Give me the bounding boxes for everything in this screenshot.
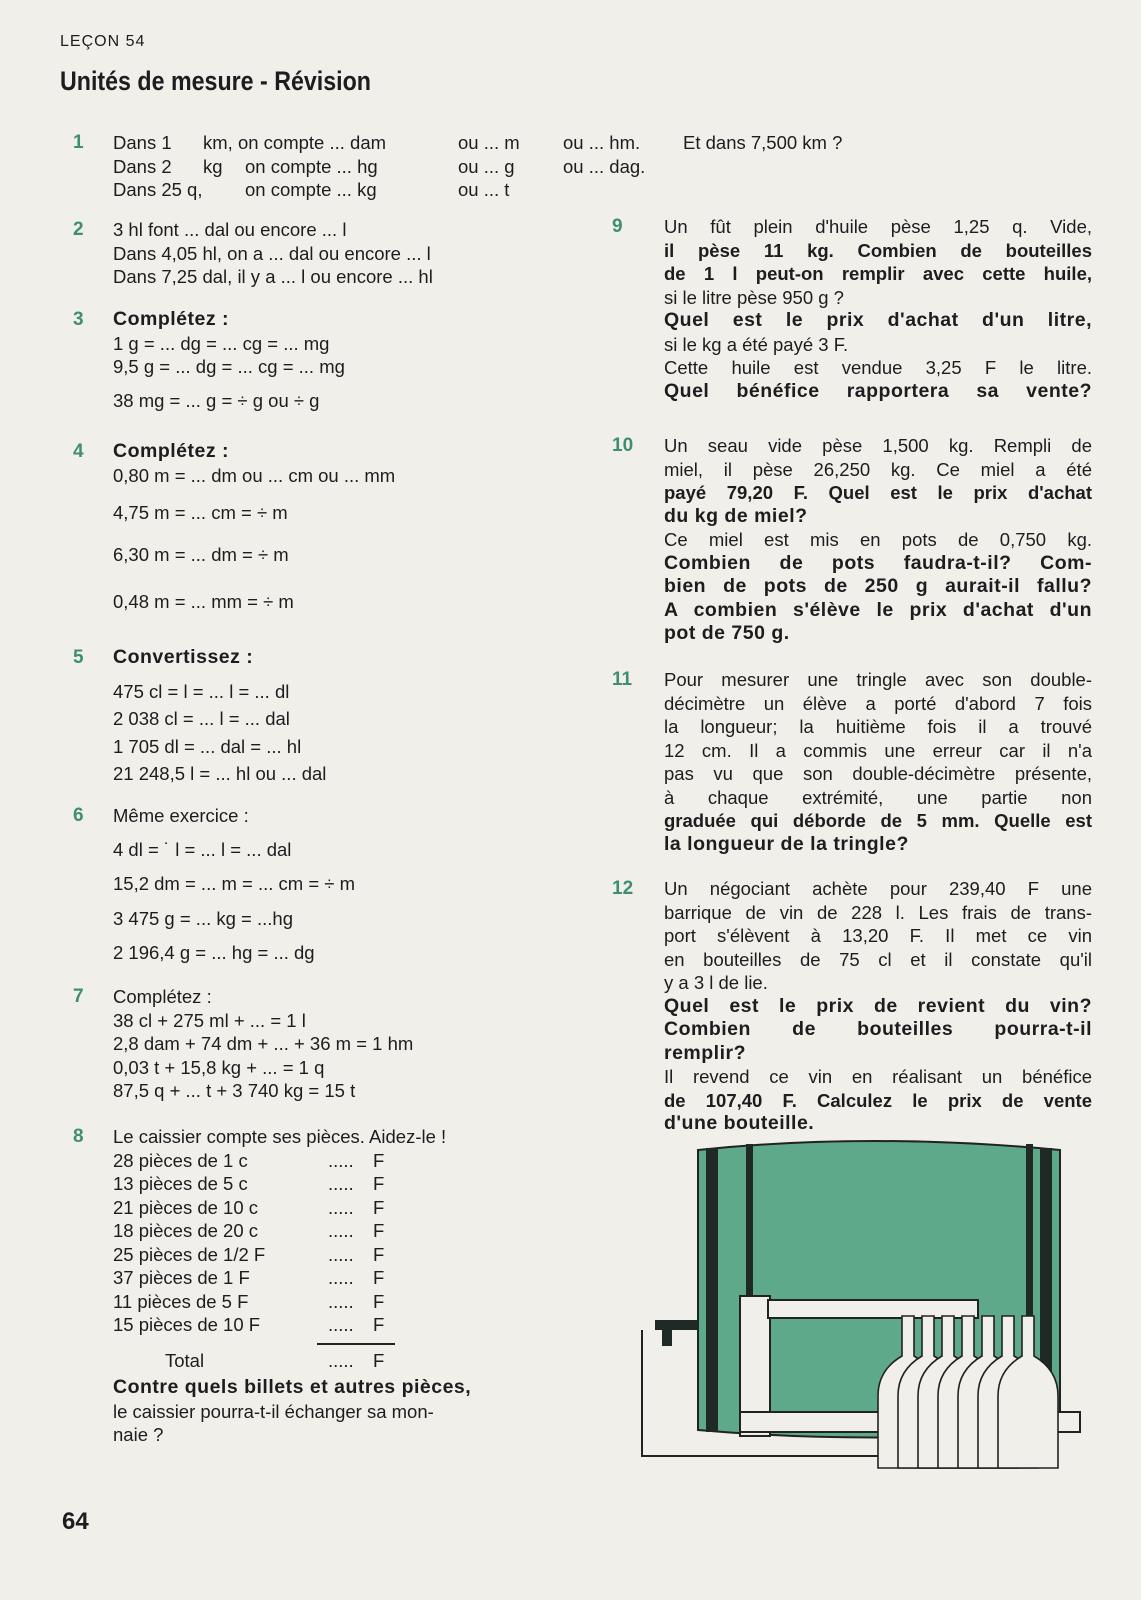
exercise-number: 5 bbox=[73, 647, 84, 668]
exercise-number: 2 bbox=[73, 219, 84, 240]
exercise-number: 7 bbox=[73, 986, 84, 1007]
table-row: 37 pièces de 1 F ..... F bbox=[113, 1267, 385, 1288]
lesson-label: LEÇON 54 bbox=[60, 33, 146, 50]
exercise-11: 11 Pour mesurer une tringle avec son double- décimètre un élève a porté d'abord 7 fois la longueur; la huitième fois il a trouvé 12 cm. Il a commis une erreur car il n'a pas vu que son double-décimètre présente, à chaque extrémité, une partie non graduée qui déborde de 5 mm. Quelle est la longueur de la tringle? bbox=[612, 669, 1092, 855]
tap-icon bbox=[655, 1320, 698, 1346]
table-row: 13 pièces de 5 c ..... F bbox=[113, 1173, 385, 1194]
exercise-1: 1 Dans 1 km, on compte ... dam ou ... m ou ... hm. Et dans 7,500 km ? Dans 2 kg on compte ... hg ou ... g ou ... dag. Dans 25 q, on compte ... kg ou ... t bbox=[73, 132, 843, 200]
exercise-5: 5 Convertissez : 475 cl = l = ... l = ... dl 2 038 cl = ... l = ... dal 1 705 dl = ... dal = ... hl 21 248,5 l = ... hl ou ... dal bbox=[73, 646, 327, 784]
exercise-10: 10 Un seau vide pèse 1,500 kg. Rempli de miel, il pèse 26,250 kg. Ce miel a été payé 79,20 F. Quel est le prix d'achat du kg de miel? Ce miel est mis en pots de 0,750 kg. Combien de pots faudra-t-il? Com- bien de pots de 250 g aurait-il fallu? A combien s'élève le prix d'achat d'un pot de 750 g. bbox=[612, 435, 1092, 644]
exercise-number: 10 bbox=[612, 435, 634, 456]
exercise-8: 8 Le caissier compte ses pièces. Aidez-le ! 28 pièces de 1 c ..... F 13 pièces de 5 c ..... F 21 pièces de 10 c ..... F 18 pièces de 20 c ..... F 25 pièces de 1/2 F ..... F 37 pièces de 1 F ..... F 11 pièces de 5 F ..... F 15 pièces de 10 F ..... F Total ..... F Contre quels billets et autres pièces, le caissier pourra-t-il échanger sa mon- naie ? bbox=[113, 1125, 543, 1447]
exercise-6: 6 Même exercice : 4 dl = ˙ l = ... l = ... dal 15,2 dm = ... m = ... cm = ÷ m 3 475 g = ... kg = ...hg 2 196,4 g = ... hg = ... dg bbox=[73, 805, 355, 963]
exercise-12: 12 Un négociant achète pour 239,40 F une barrique de vin de 228 l. Les frais de trans- port s'élèvent à 13,20 F. Il met ce vin en bouteilles de 75 cl et il constate qu'il y a 3 l de lie. Quel est le prix de revient du vin? Combien de bouteilles pourra-t-il remplir? Il revend ce vin en réalisant un bénéfice de 107,40 F. Calculez le prix de vente d'une bouteille. bbox=[612, 878, 1092, 1134]
table-row: 28 pièces de 1 c ..... F bbox=[113, 1149, 385, 1171]
table-row: 21 pièces de 10 c ..... F bbox=[113, 1196, 385, 1218]
exercise-4: 4 Complétez : 0,80 m = ... dm ou ... cm ou ... mm 4,75 m = ... cm = ÷ m 6,30 m = ... dm = ÷ m 0,48 m = ... mm = ÷ m bbox=[73, 440, 396, 612]
exercise-number: 12 bbox=[612, 878, 634, 899]
page-number: 64 bbox=[62, 1508, 89, 1535]
exercise-number: 3 bbox=[73, 309, 84, 330]
total-row: Total ..... F bbox=[165, 1349, 385, 1371]
table-row: 15 pièces de 10 F ..... F bbox=[113, 1314, 385, 1335]
coin-table bbox=[113, 1149, 384, 1337]
exercise-number: 9 bbox=[612, 216, 623, 237]
exercise-number: 4 bbox=[73, 441, 84, 462]
table-row: 18 pièces de 20 c ..... F bbox=[113, 1220, 385, 1241]
exercise-3: 3 Complétez : 1 g = ... dg = ... cg = ... mg 9,5 g = ... dg = ... cg = ... mg 38 mg = ... g = ÷ g ou ÷ g bbox=[73, 308, 345, 411]
exercise-2: 2 3 hl font ... dal ou encore ... l Dans 4,05 hl, on a ... dal ou encore ... l Dans 7,25 dal, il y a ... l ou encore ... hl bbox=[73, 219, 433, 287]
bottles-icon bbox=[878, 1316, 1058, 1468]
exercise-number: 6 bbox=[73, 805, 84, 826]
table-row: 25 pièces de 1/2 F ..... F bbox=[113, 1243, 385, 1265]
exercise-number: 1 bbox=[73, 132, 84, 153]
exercise-9: 9 Un fût plein d'huile pèse 1,25 q. Vide, il pèse 11 kg. Combien de bouteilles de 1 l peut-on remplir avec cette huile, si le litre pèse 950 g ? Quel est le prix d'achat d'un litre, si le kg a été payé 3 F. Cette huile est vendue 3,25 F le litre. Quel bénéfice rapportera sa vente? bbox=[612, 216, 1092, 402]
barrel-illustration bbox=[640, 1140, 1100, 1480]
table-row: 11 pièces de 5 F ..... F bbox=[113, 1290, 385, 1312]
exercise-number: 8 bbox=[73, 1126, 84, 1147]
exercise-number: 11 bbox=[612, 669, 633, 690]
sum-rule bbox=[317, 1343, 395, 1345]
page-title: Unités de mesure - Révision bbox=[60, 66, 371, 96]
exercise-7: 7 Complétez : 38 cl + 275 ml + ... = 1 l 2,8 dam + 74 dm + ... + 36 m = 1 hm 0,03 t + 15,8 kg + ... = 1 q 87,5 q + ... t + 3 740 kg = 15 t bbox=[73, 986, 414, 1101]
